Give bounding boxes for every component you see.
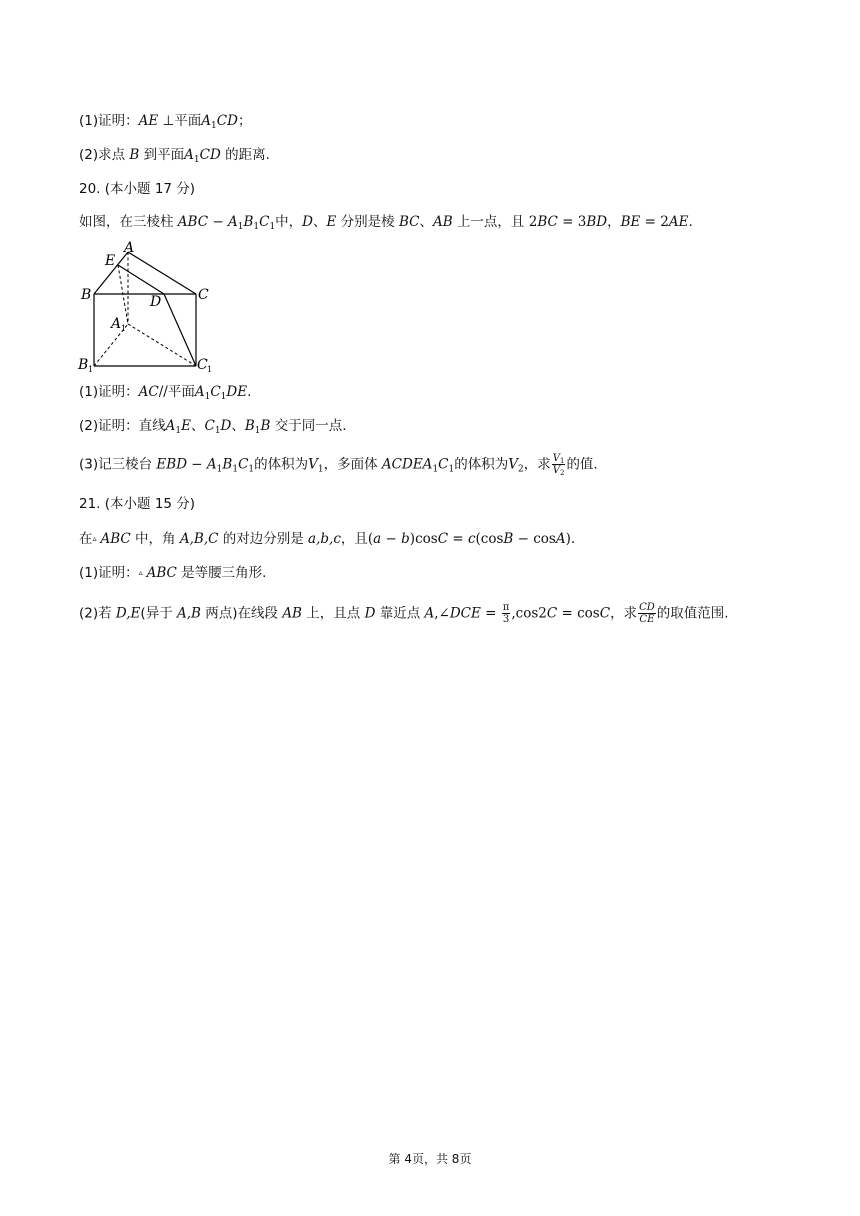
text: (2)若 — [79, 605, 116, 622]
math: a,b,c — [308, 531, 341, 547]
text: . — [247, 384, 252, 400]
text: 的体积为 — [454, 456, 509, 473]
text: 在 — [79, 531, 93, 547]
label-C: C — [198, 287, 209, 303]
text: ，多面体 — [323, 456, 382, 473]
subscript: 1 — [193, 155, 200, 165]
math: E — [326, 214, 337, 230]
label-C1: C — [197, 357, 208, 373]
math: ,∠ — [434, 605, 450, 622]
text: (2)证明：直线 — [79, 418, 166, 434]
label-B: B — [81, 287, 92, 303]
label-C1-sub: 1 — [207, 365, 213, 374]
triangle-symbol: ▵ — [92, 534, 97, 543]
math: )cos — [409, 531, 438, 547]
math: BC — [537, 214, 558, 230]
text: 的取值范围. — [656, 605, 729, 622]
math: A — [201, 113, 212, 129]
math: B — [243, 214, 254, 230]
edge-A1C1-hidden — [128, 324, 196, 366]
subscript: 1 — [254, 426, 261, 436]
math: CD — [199, 147, 221, 163]
math: − cos — [513, 531, 556, 547]
text: 、 — [419, 214, 433, 230]
label-A1-sub: 1 — [121, 324, 127, 333]
math: 2 — [528, 214, 538, 230]
subscript: 1 — [175, 426, 182, 436]
math: ). — [565, 531, 576, 547]
math: A — [194, 384, 205, 400]
text: (1)证明： — [79, 113, 139, 129]
subscript: 1 — [232, 464, 239, 475]
subscript: 1 — [220, 392, 227, 402]
text: 分别是棱 — [336, 214, 399, 230]
text: 交于同一点. — [270, 418, 347, 434]
math: A — [184, 147, 194, 163]
math: ( — [367, 531, 374, 547]
math: D — [302, 214, 313, 230]
text: 21. (本小题 15 分) — [79, 496, 196, 512]
math: a — [373, 531, 382, 547]
math: DE — [226, 384, 248, 400]
question-21-stem — [79, 529, 575, 549]
math: = — [480, 605, 501, 622]
text: 的距离. — [220, 147, 270, 163]
math: V — [508, 456, 518, 473]
subscript: 2 — [518, 464, 524, 475]
subscript: 1 — [448, 464, 455, 475]
label-D: D — [150, 294, 162, 310]
fraction-cd-ce — [638, 602, 656, 625]
math: C — [437, 531, 449, 547]
subscript: 1 — [269, 222, 276, 232]
text: 、 — [231, 418, 245, 434]
math: C — [210, 384, 221, 400]
question-20-part-3 — [79, 453, 598, 476]
text: (异于 — [140, 605, 177, 622]
math: BC — [398, 214, 420, 230]
math: C — [259, 214, 270, 230]
triangle-symbol: ▵ — [138, 568, 143, 577]
text: ⊥平面 — [158, 113, 202, 129]
text: 上一点，且 — [452, 214, 529, 230]
subscript: 1 — [559, 457, 565, 465]
math: A — [424, 605, 435, 622]
math: − — [381, 531, 402, 547]
fraction-v1-v2 — [552, 453, 566, 476]
math: BE — [620, 214, 641, 230]
text: 20. (本小题 17 分) — [79, 181, 196, 197]
math: C — [438, 456, 449, 473]
math: = 2 — [640, 214, 669, 230]
math: c — [467, 531, 476, 547]
math: AB — [432, 214, 453, 230]
subscript: 1 — [214, 426, 221, 436]
prism-figure — [76, 240, 226, 374]
math: B — [129, 147, 140, 163]
text: (1)证明： — [79, 565, 139, 581]
text: ，求 — [610, 605, 638, 622]
question-19-part-2 — [79, 145, 270, 165]
text: 的体积为 — [254, 456, 309, 473]
math: B — [260, 418, 271, 434]
math: C — [599, 605, 611, 622]
math: V — [552, 453, 560, 464]
text: 到平面 — [139, 147, 185, 163]
math: B — [222, 456, 233, 473]
text: ，且 — [340, 531, 368, 547]
math: A — [555, 531, 566, 547]
label-B1-sub: 1 — [88, 365, 94, 374]
text: (2)求点 — [79, 147, 130, 163]
math: = cos — [557, 605, 600, 622]
text: ， — [607, 214, 621, 230]
math: BD — [586, 214, 608, 230]
math: = 3 — [557, 214, 587, 230]
text: ，求 — [523, 456, 551, 473]
math: ABC − A — [177, 214, 238, 230]
text: 、 — [190, 418, 205, 434]
question-21-part-1 — [79, 563, 266, 583]
subscript: 1 — [253, 222, 260, 232]
subscript: 1 — [237, 222, 244, 232]
question-21-part-2 — [79, 602, 729, 625]
math: π — [502, 602, 510, 613]
math: ,cos2 — [511, 605, 547, 622]
text: 、 — [313, 214, 327, 230]
math: AC — [138, 384, 159, 400]
text: 靠近点 — [375, 605, 425, 622]
math: b — [401, 531, 410, 547]
math: CD — [639, 602, 655, 613]
math: A,B,C — [179, 531, 219, 547]
text: . — [688, 214, 693, 230]
edge-DC1 — [164, 294, 196, 366]
question-20-part-2 — [79, 416, 347, 436]
text: (3)记三棱台 — [79, 456, 157, 473]
math: C — [546, 605, 558, 622]
math: (cos — [475, 531, 504, 547]
subscript: 2 — [559, 469, 565, 477]
subscript: 1 — [216, 464, 223, 475]
question-20-part-1 — [79, 382, 251, 402]
text: (1)证明： — [79, 384, 139, 400]
subscript: 1 — [248, 464, 255, 475]
page-footer: 第 4页，共 8页 — [388, 1152, 472, 1166]
fraction-pi-3 — [502, 602, 511, 625]
math: AB — [282, 605, 302, 622]
text: 两点)在线段 — [200, 605, 283, 622]
math: CD — [216, 113, 238, 129]
label-B1: B — [78, 357, 89, 373]
math: V — [308, 456, 318, 473]
math: D — [220, 418, 232, 434]
text: //平面 — [158, 384, 195, 400]
label-A1: A — [111, 316, 122, 332]
math: = — [448, 531, 468, 547]
question-20-heading — [79, 179, 195, 199]
subscript: 1 — [204, 392, 211, 402]
question-19-part-1 — [79, 111, 251, 131]
label-E: E — [105, 253, 116, 269]
text: 上，且点 — [301, 605, 365, 622]
math: C — [204, 418, 215, 434]
math: A — [165, 418, 176, 434]
math: D — [364, 605, 376, 622]
text: 是等腰三角形. — [176, 565, 267, 581]
math: A,B — [176, 605, 201, 622]
math: B — [244, 418, 255, 434]
math: ABC — [100, 531, 131, 547]
subscript: 1 — [317, 464, 324, 475]
math: DCE — [449, 605, 481, 622]
text: ； — [237, 113, 252, 129]
math: ACDEA — [381, 456, 433, 473]
question-20-stem — [79, 212, 693, 232]
math: B — [503, 531, 514, 547]
text: 中，角 — [130, 531, 180, 547]
subscript: 1 — [211, 121, 217, 131]
math: EBD − A — [156, 456, 217, 473]
math: 3 — [502, 614, 510, 625]
math: E — [181, 418, 191, 434]
text: 中， — [275, 214, 303, 230]
math: V — [552, 465, 560, 476]
subscript: 1 — [432, 464, 439, 475]
math: CE — [639, 614, 655, 625]
math: AE — [668, 214, 689, 230]
math: D,E — [115, 605, 141, 622]
text: 如图，在三棱柱 — [79, 214, 178, 230]
math: AE — [138, 113, 159, 129]
label-A: A — [124, 240, 135, 256]
question-21-heading — [79, 494, 195, 514]
math: C — [238, 456, 249, 473]
text: 的值. — [566, 456, 598, 473]
text: 的对边分别是 — [218, 531, 309, 547]
math: ABC — [146, 565, 177, 581]
edge-AC — [128, 252, 196, 294]
